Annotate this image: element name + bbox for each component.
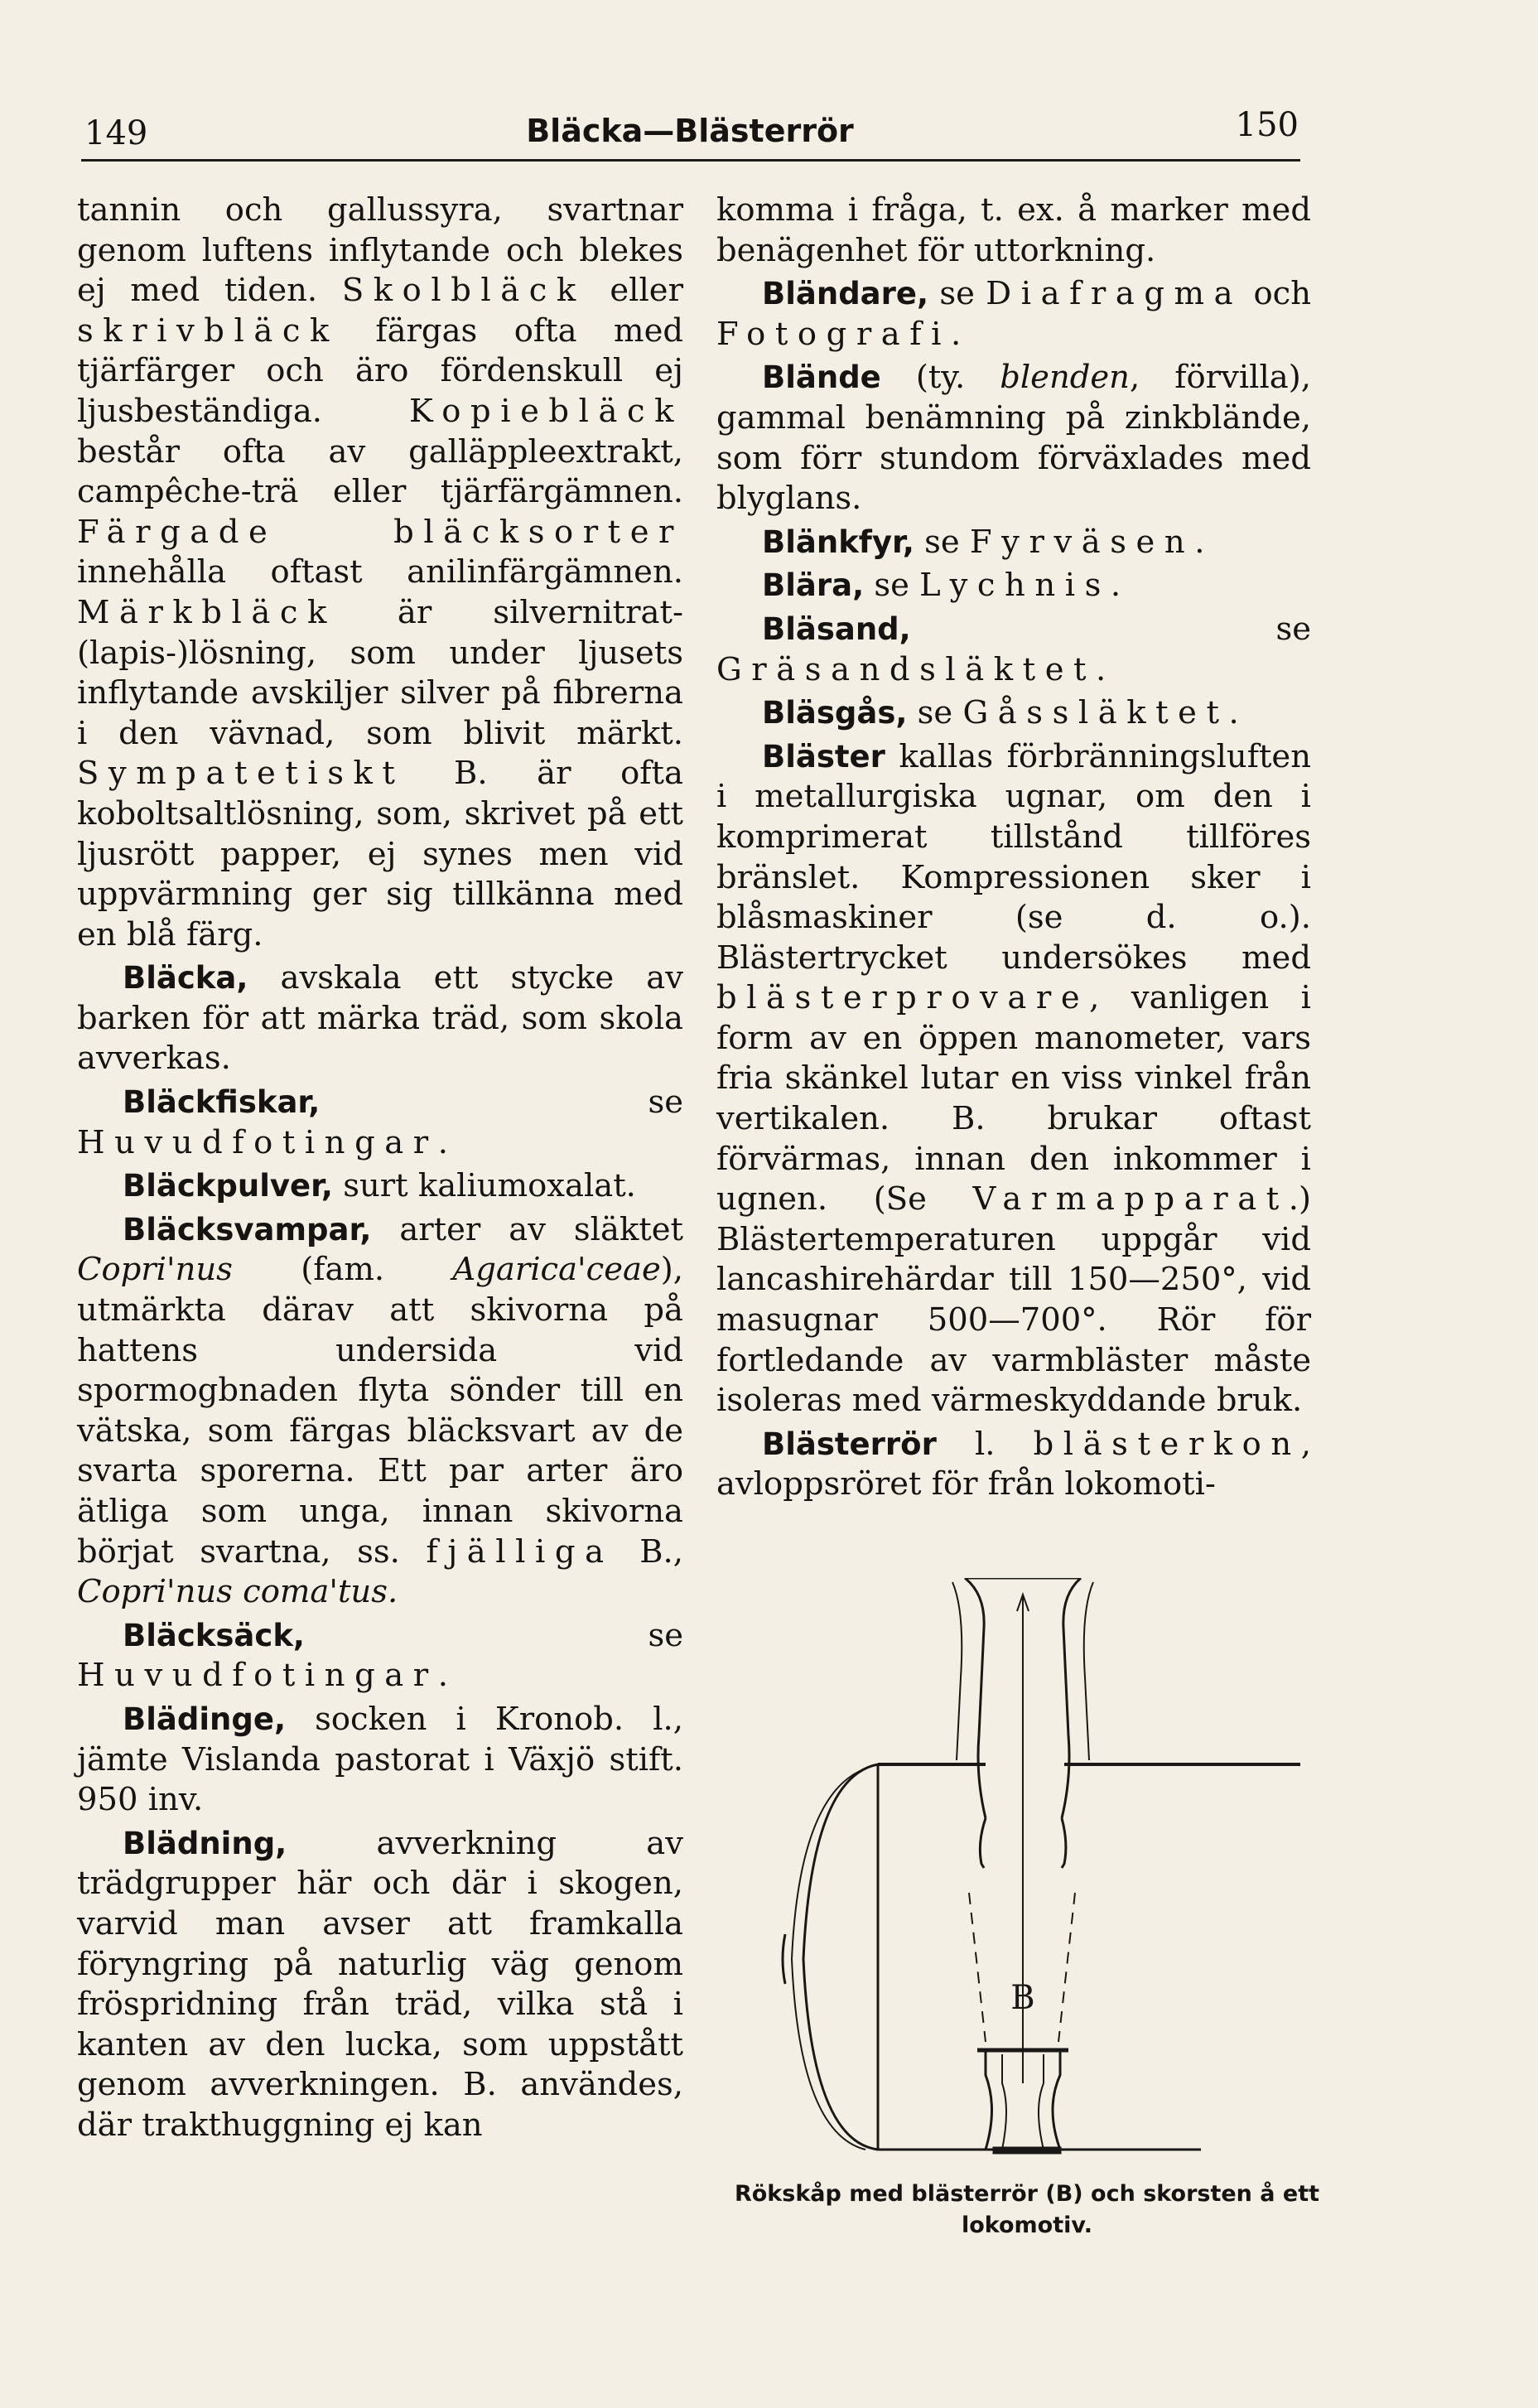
dictionary-entry — [716, 1425, 1311, 1505]
entry-headword: Bläcka, — [123, 960, 248, 996]
smokebox-diagram — [737, 1578, 1300, 2183]
dictionary-entry — [716, 274, 1311, 355]
entry-text: surt kaliumoxalat. — [332, 1167, 636, 1205]
entry-headword: Bläsand, — [762, 610, 911, 647]
entry-text: B. är ofta koboltsaltlösning, som, skrivet på ett ljusrött papper, ej synes men vid uppvärmning ger sig tillkänna med en blå färg. — [77, 755, 683, 953]
dictionary-entry — [716, 737, 1311, 1421]
entry-text: Sympatetiskt — [77, 755, 405, 793]
entry-text: (ty. — [880, 359, 1000, 397]
figure-label: B — [1010, 1979, 1035, 2017]
entry-text: blästerkon — [1033, 1425, 1301, 1463]
dictionary-entry — [716, 610, 1311, 690]
entry-text: . — [1096, 650, 1106, 688]
dictionary-entry — [77, 1083, 683, 1163]
entry-text: Gåssläktet — [962, 694, 1229, 732]
right-column — [716, 191, 1311, 1508]
entry-text: . — [437, 1123, 448, 1161]
running-title: Bläcka—Blästerrör — [526, 113, 854, 149]
entry-text: Huvudfotingar — [77, 1123, 438, 1161]
dictionary-entry — [77, 1166, 683, 1207]
entry-text: blästerprovare — [716, 979, 1090, 1017]
page-number-left: 149 — [84, 114, 148, 152]
entry-text: eller — [585, 272, 683, 310]
entry-headword: Blära, — [762, 567, 865, 604]
entry-text: Fotografi — [716, 315, 951, 353]
entry-text: arter av släktet — [371, 1210, 683, 1248]
entry-headword: Blädning, — [123, 1825, 287, 1861]
entry-text: se — [914, 523, 970, 561]
dictionary-entry — [716, 566, 1311, 606]
dictionary-entry — [716, 693, 1311, 734]
entry-text: , vanligen i form av en öppen manometer, vars fria skänkel lutar en viss vinkel från vertikalen. B. brukar oftast förvärmas, innan den inkommer i ugnen. (Se — [716, 979, 1311, 1218]
entry-text: . — [1194, 523, 1205, 561]
entry-text: avverkning av trädgrupper här och där i skogen, varvid man avser att framkalla föryngring på naturlig väg genom fröspridning från träd, vilka stå i kanten av den lucka, som uppstått genom avverkningen. B. användes, där trakthuggning ej kan — [77, 1824, 683, 2144]
page-header — [81, 106, 1299, 156]
entry-text: färgas ofta med tjärfärger och äro fördenskull ej ljusbeständiga. — [77, 311, 683, 430]
entry-text: är silvernitrat-(lapis-)lösning, som under ljusets inflytande avskiljer silver på fibrerna i den vävnad, som blivit märkt. — [77, 593, 683, 752]
entry-text: komma i fråga, t. ex. å marker med benägenhet för uttorkning. — [716, 191, 1311, 269]
entry-text: .) Blästertemperaturen uppgår vid lancashirehärdar till 150—250°, vid masugnar 500—700°. Rör för fortledande av varmbläster måste isoleras med värmeskyddande bruk. — [716, 1180, 1311, 1420]
entry-text: se — [304, 1616, 683, 1654]
entry-text: Märkbläck — [77, 593, 336, 631]
entry-text: . — [1110, 567, 1121, 605]
dictionary-entry — [77, 1616, 683, 1696]
entry-text: Huvudfotingar — [77, 1657, 438, 1695]
entry-text: Lychnis — [919, 567, 1111, 605]
entry-text: Färgade bläcksorter — [77, 513, 683, 551]
entry-continuation — [716, 191, 1311, 271]
entry-text: blenden — [1000, 359, 1130, 397]
entry-continuation — [77, 191, 683, 955]
smokebox-figure — [737, 1578, 1300, 2183]
entry-text: Copri'nus coma'tus. — [77, 1573, 398, 1611]
entry-text: ), utmärkta därav att skivorna på hattens undersida vid spormogbnaden flyta sönder till en vätska, som färgas bläcksvart av de svarta sporerna. Ett par arter äro ätliga som unga, innan skivorna börjat svartna, ss. — [77, 1251, 683, 1571]
entry-headword: Bläckfiskar, — [123, 1084, 321, 1121]
entry-text: och — [1242, 275, 1311, 313]
entry-text: se — [864, 567, 920, 605]
dictionary-entry — [77, 1824, 683, 2146]
dictionary-entry — [716, 523, 1311, 563]
dictionary-entry — [77, 1700, 683, 1821]
entry-text: Skolbläck — [341, 272, 586, 310]
entry-headword: Blädinge, — [123, 1701, 286, 1737]
dictionary-entry — [77, 1210, 683, 1613]
entry-headword: Blände — [762, 360, 881, 396]
entry-headword: Blänkfyr, — [762, 524, 914, 560]
entry-headword: Blästerrör — [762, 1426, 937, 1462]
entry-text: . — [1228, 694, 1239, 732]
entry-headword: Bläster — [762, 738, 885, 775]
entry-text: Fyrväsen — [969, 523, 1195, 561]
entry-text: Gräsandsläktet — [716, 650, 1097, 688]
entry-text: . — [950, 315, 962, 353]
entry-text: Copri'nus — [77, 1251, 233, 1289]
entry-headword: Bläcksäck, — [123, 1617, 305, 1653]
entry-text: fjälliga — [426, 1532, 614, 1571]
header-rule — [81, 159, 1300, 162]
entry-text: se — [910, 610, 1311, 648]
entry-text: B., — [613, 1532, 683, 1571]
entry-text: , förvilla), gammal benämning på zinkblände, som förr stundom förväxlades med blyglans. — [716, 359, 1311, 518]
entry-text: Diafragma — [986, 275, 1243, 313]
entry-text: Varmapparat — [972, 1180, 1289, 1218]
entry-text: (fam. — [232, 1251, 453, 1289]
entry-text: Kopiebläck — [409, 392, 683, 430]
entry-headword: Bläckpulver, — [123, 1168, 333, 1204]
entry-text: kallas förbränningsluften i metallurgiska ugnar, om den i komprimerat tillstånd tillföres bränslet. Kompressionen sker i blåsmaskiner (se d. o.). Blästertrycket undersökes med — [716, 737, 1311, 977]
entry-headword: Bländare, — [762, 276, 929, 312]
entry-text: l. — [936, 1425, 1034, 1463]
entry-text: består ofta av galläppleextrakt, campêche-trä eller tjärfärgämnen. — [77, 432, 683, 511]
figure-caption: Rökskåp med blästerrör (B) och skorsten å ett lokomotiv. — [734, 2181, 1320, 2238]
dictionary-entry — [716, 358, 1311, 519]
dictionary-entry — [77, 958, 683, 1079]
entry-text: se — [907, 694, 963, 732]
entry-text: se — [320, 1083, 683, 1122]
entry-text: socken i Kronob. l., jämte Vislanda pastorat i Växjö stift. 950 inv. — [77, 1700, 683, 1819]
entry-text: Agarica'ceae — [452, 1251, 661, 1289]
left-column — [77, 191, 683, 2150]
entry-text: avskala ett stycke av barken för att märka träd, som skola avverkas. — [77, 959, 683, 1078]
entry-text: , avloppsröret för från lokomoti- — [716, 1425, 1311, 1503]
entry-headword: Bläsgås, — [762, 695, 908, 731]
entry-headword: Bläcksvampar, — [123, 1211, 372, 1247]
entry-text: skrivbläck — [77, 311, 339, 350]
page-number-right: 150 — [1235, 106, 1299, 144]
entry-text: innehålla oftast anilinfärgämnen. — [77, 553, 683, 591]
entry-text: . — [437, 1657, 448, 1695]
entry-text: tannin och gallussyra, svartnar genom luftens inflytande och blekes ej med tiden. — [77, 191, 683, 310]
entry-text: se — [928, 275, 986, 313]
